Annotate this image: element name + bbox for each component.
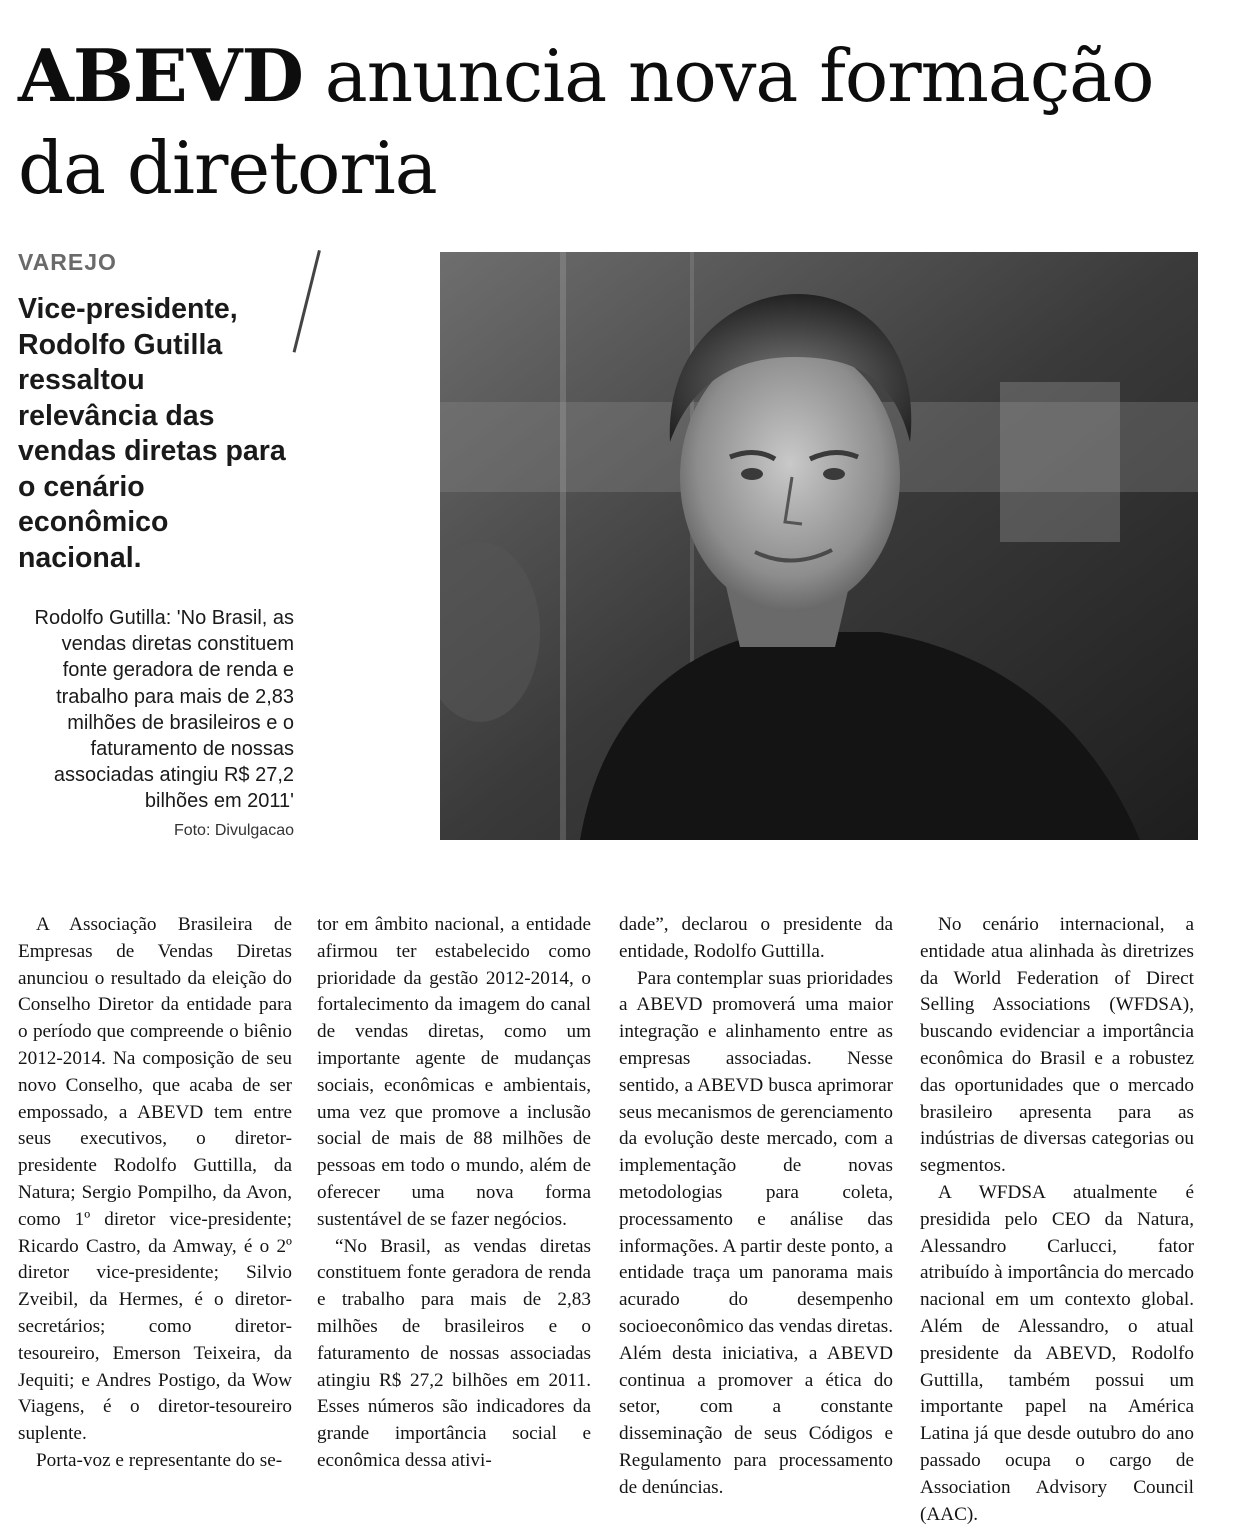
- paragraph: tor em âmbito nacional, a entidade afirmou ter estabelecido como prioridade da gestão 2012-2014, o fortalecimento da imagem do canal de vendas diretas, como um importante agente de mudanças sociais, econômicas e ambientais, uma vez que promove a inclusão social de mais de 88 milhões de pessoas em todo o mundo, além de oferecer uma nova forma sustentável de se fazer negócios.: [317, 914, 591, 1230]
- photo-caption: Rodolfo Gutilla: 'No Brasil, as vendas diretas constituem fonte geradora de renda e trabalho para mais de 2,83 milhões de brasileiros e o faturamento de nossas associadas atingiu R$ 27,2 bilhões em 2011': [34, 607, 294, 813]
- photo-credit: Foto: Divulgacao: [173, 822, 294, 839]
- column-2: [317, 912, 591, 1475]
- paragraph: No cenário internacional, a entidade atua alinhada às diretrizes da World Federation of Direct Selling Associations (WFDSA), buscando evidenciar a importância econômica do Brasil e a robustez das oportunidades que o mercado brasileiro apresenta para as indústrias de diversas categorias ou segmentos.: [920, 914, 1194, 1177]
- portrait-illustration: [440, 252, 1198, 840]
- section-label: VAREJO: [18, 249, 117, 275]
- portrait-photo: [440, 252, 1198, 840]
- paragraph: “No Brasil, as vendas diretas constituem fonte geradora de renda e trabalho para mais de 2,83 milhões de brasileiros e o faturamento de nossas associadas atingiu R$ 27,2 bilhões em 2011. Esses números são indicadores da grande importância social e econômica dessa ativi-: [317, 1235, 591, 1471]
- paragraph: Para contemplar suas prioridades a ABEVD promoverá uma maior integração e alinhamento entre as empresas associadas. Nesse sentido, a ABEVD busca aprimorar seus mecanismos de gerenciamento da evolução deste mercado, com a implementação de novas metodologias para coleta, processamento e análise das informações. A partir deste ponto, a entidade traça um panorama mais acurado do desempenho socioeconômico das vendas diretas. Além desta iniciativa, a ABEVD continua a promover a ética do setor, com a constante disseminação de seus Códigos e Regulamento para processamento de denúncias.: [619, 967, 893, 1498]
- paragraph: A WFDSA atualmente é presidida pelo CEO da Natura, Alessandro Carlucci, fator atribuído à importância do mercado nacional em um contexto global. Além de Alessandro, o atual presidente da ABEVD, Rodolfo Guttilla, também possui um importante papel na América Latina já que desde outubro do ano passado ocupa o cargo de Association Advisory Council (AAC).: [920, 1181, 1194, 1525]
- column-1: [18, 912, 292, 1475]
- decorative-slash: [293, 250, 321, 353]
- column-3: [619, 912, 893, 1502]
- subhead: Vice-presidente, Rodolfo Gutilla ressaltou relevância das vendas diretas para o cenário econômico nacional.: [18, 293, 286, 574]
- paragraph: A Associação Brasileira de Empresas de Vendas Diretas anunciou o resultado da eleição do Conselho Diretor da entidade para o período que compreende o biênio 2012-2014. Na composição de seu novo Conselho, que acaba de ser empossado, a ABEVD tem entre seus executivos, o diretor-presidente Rodolfo Guttilla, da Natura; Sergio Pompilho, da Avon, como 1º diretor vice-presidente; Ricardo Castro, da Amway, é o 2º diretor vice-presidente; Silvio Zveibil, da Hermes, é o diretor-secretários; como diretor-tesoureiro, Emerson Teixeira, da Jequiti; e Andres Postigo, da Wow Viagens, é o diretor-tesoureiro suplente.: [18, 914, 292, 1445]
- column-4: [920, 912, 1194, 1528]
- paragraph: Porta-voz e representante do se-: [36, 1449, 283, 1471]
- headline: [18, 30, 1218, 214]
- headline-bold: ABEVD: [18, 33, 303, 118]
- headline-rest: anuncia nova formação: [324, 34, 1154, 118]
- article-body: [18, 912, 1198, 1525]
- headline-line2: da diretoria: [18, 126, 437, 210]
- paragraph: dade”, declarou o presidente da entidade, Rodolfo Guttilla.: [619, 914, 893, 962]
